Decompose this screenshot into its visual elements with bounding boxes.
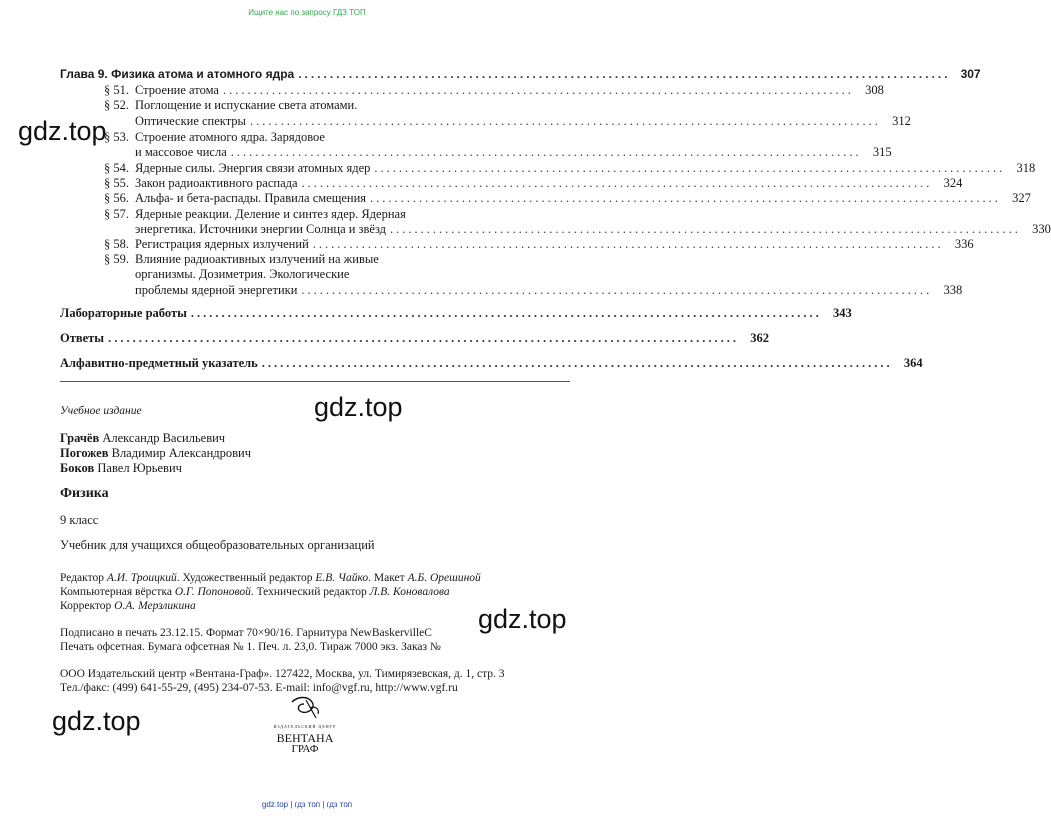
staff-line (60, 571, 481, 585)
toc-section-row[interactable] (60, 131, 570, 144)
staff-person: Е.В. Чайко (315, 572, 369, 584)
toc-section-row[interactable] (60, 253, 570, 266)
staff-line (60, 599, 196, 613)
toc-section-number: § 59. (104, 252, 129, 266)
toc-section-row-cont[interactable] (60, 283, 963, 297)
toc-section-row-cont[interactable] (60, 222, 1051, 236)
author (60, 446, 251, 460)
watermark: gdz.top (18, 116, 107, 146)
toc-section-title: Оптические спектры (135, 114, 246, 128)
publisher-logo (250, 696, 360, 760)
logo-line2: ГРАФ (291, 743, 319, 755)
toc-extra-row[interactable] (60, 356, 923, 370)
staff-person: Л.В. Коновалова (369, 586, 450, 598)
toc-page: 327 (1012, 191, 1031, 205)
header-link[interactable]: Ищите нас по запросу ГДЗ ТОП (248, 8, 366, 17)
toc-page: 362 (750, 331, 769, 345)
toc-section-number: § 54. (104, 161, 129, 175)
staff-text: Редактор (60, 572, 107, 584)
toc-section-row[interactable] (60, 176, 963, 190)
toc-section-title: Альфа- и бета-распады. Правила смещения (135, 191, 367, 205)
print-info-line: Подписано в печать 23.12.15. Формат 70×90/16. Гарнитура NewBaskervilleC (60, 627, 432, 639)
toc-leader: ....................................................................................................... (230, 145, 862, 159)
toc-chapter-row[interactable] (60, 67, 981, 81)
toc-section-row[interactable] (60, 83, 884, 97)
watermark: gdz.top (478, 604, 567, 634)
staff-line (60, 585, 450, 599)
author-name: Александр Васильевич (102, 431, 226, 445)
watermark: gdz.top (52, 706, 141, 736)
toc-leader: ....................................................................................................... (222, 83, 854, 97)
toc-section-title: Строение атома (135, 83, 219, 97)
staff-person: О.Г. Попоновой (174, 586, 251, 598)
toc-section-number: § 53. (104, 130, 129, 144)
divider (60, 381, 570, 382)
author-surname: Грачёв (60, 431, 100, 445)
toc-section-title: энергетика. Источники энергии Солнца и звёзд (135, 222, 387, 236)
toc-section-title: Ядерные силы. Энергия связи атомных ядер (135, 161, 371, 175)
toc-page: 318 (1016, 161, 1036, 175)
staff-text: . Художественный редактор (176, 572, 316, 584)
toc-section-row-cont[interactable] (60, 268, 570, 281)
staff-text: . Макет (368, 572, 408, 584)
toc-section-row[interactable] (60, 237, 974, 251)
toc-page: 338 (943, 283, 963, 297)
toc-section-title: Влияние радиоактивных излучений на живые (135, 252, 379, 266)
toc-section-row[interactable] (60, 208, 570, 221)
toc-extra-title: Лабораторные работы (60, 306, 187, 320)
toc-page: 330 (1032, 222, 1051, 236)
publisher-line: ООО Издательский центр «Вентана-Граф». 127422, Москва, ул. Тимирязевская, д. 1, стр. 3 (60, 668, 505, 680)
toc-page: 364 (903, 356, 923, 370)
toc-leader: ....................................................................................................... (190, 306, 822, 320)
logo-line1: ВЕНТАНА (276, 731, 334, 745)
toc-section-title: проблемы ядерной энергетики (135, 283, 298, 297)
toc-section-row-cont[interactable] (60, 114, 911, 128)
toc-section-number: § 56. (104, 191, 129, 205)
toc-page: 343 (833, 306, 852, 320)
footer-link[interactable]: gdz.top | гдз топ | гдз топ (261, 800, 353, 809)
toc-section-title: организмы. Дозиметрия. Экологические (135, 267, 350, 281)
toc-section-title: Ядерные реакции. Деление и синтез ядер. Ядерная (135, 207, 406, 221)
toc-section-row[interactable] (60, 99, 570, 112)
toc-page: 307 (960, 67, 981, 81)
author-name: Владимир Александрович (111, 446, 252, 460)
logo-caption: ИЗДАТЕЛЬСКИЙ ЦЕНТР (273, 724, 337, 729)
staff-person: А.И. Троицкий (106, 572, 177, 584)
toc-leader: ....................................................................................................... (298, 67, 951, 81)
toc-section-number: § 51. (104, 83, 129, 97)
toc-section-title: Поглощение и испускание света атомами. (135, 98, 358, 112)
toc-page: 312 (892, 114, 911, 128)
watermark: gdz.top (314, 392, 403, 422)
toc-leader: ....................................................................................................... (301, 283, 933, 297)
author-name: Павел Юрьевич (97, 461, 182, 475)
print-info-line: Печать офсетная. Бумага офсетная № 1. Печ. л. 23,0. Тираж 7000 экз. Заказ № (60, 641, 441, 653)
author-surname: Погожев (60, 446, 109, 460)
toc-extra-title: Ответы (60, 331, 105, 345)
toc-extra-row[interactable] (60, 331, 769, 345)
toc-leader: ....................................................................................................... (261, 356, 893, 370)
toc-section-title: Регистрация ядерных излучений (135, 237, 309, 251)
grade: 9 класс (60, 513, 99, 527)
contact-links[interactable]: Тел./факс: (499) 641-55-29, (495) 234-07-53. E-mail: info@vgf.ru, http://www.vgf.ru (60, 682, 458, 694)
toc-leader: ....................................................................................................... (390, 222, 1021, 236)
toc-leader: ....................................................................................................... (370, 191, 1001, 205)
staff-text: . Технический редактор (250, 586, 370, 598)
toc-section-number: § 57. (104, 207, 129, 221)
logo-emblem-icon (250, 696, 360, 726)
staff-text: Корректор (60, 600, 115, 612)
author (60, 461, 182, 475)
toc-section-number: § 52. (104, 98, 129, 112)
toc-section-row[interactable] (60, 161, 1036, 175)
toc-section-row-cont[interactable] (60, 145, 892, 159)
author (60, 431, 225, 445)
staff-text: Компьютерная вёрстка (60, 586, 175, 598)
publisher-line (60, 681, 458, 695)
toc-page: 324 (943, 176, 963, 190)
toc-section-number: § 55. (104, 176, 129, 190)
toc-section-number: § 58. (104, 237, 129, 251)
toc-leader: ....................................................................................................... (301, 176, 933, 190)
staff-person: А.Б. Орешиной (407, 572, 481, 584)
subject-title: Физика (60, 486, 109, 501)
edition-type: Учебное издание (60, 405, 142, 417)
toc-page: 336 (954, 237, 974, 251)
toc-extra-title: Алфавитно-предметный указатель (60, 356, 258, 370)
toc-section-title: Закон радиоактивного распада (135, 176, 298, 190)
toc-extra-row[interactable] (60, 306, 852, 320)
toc-leader: ....................................................................................................... (312, 237, 944, 251)
author-surname: Боков (60, 461, 95, 475)
toc-chapter-title: Глава 9. Физика атома и атомного ядра (60, 67, 295, 81)
toc-section-row[interactable] (60, 191, 1031, 205)
toc-leader: ....................................................................................................... (249, 114, 881, 128)
toc-page: 308 (865, 83, 884, 97)
toc-leader: ....................................................................................................... (374, 161, 1006, 175)
staff-person: О.А. Мерзликина (114, 600, 196, 612)
toc-section-title: и массовое числа (135, 145, 227, 159)
toc-page: 315 (872, 145, 892, 159)
purpose: Учебник для учащихся общеобразовательных организаций (60, 538, 375, 552)
toc-leader: ....................................................................................................... (108, 331, 739, 345)
toc-section-title: Строение атомного ядра. Зарядовое (135, 130, 325, 144)
